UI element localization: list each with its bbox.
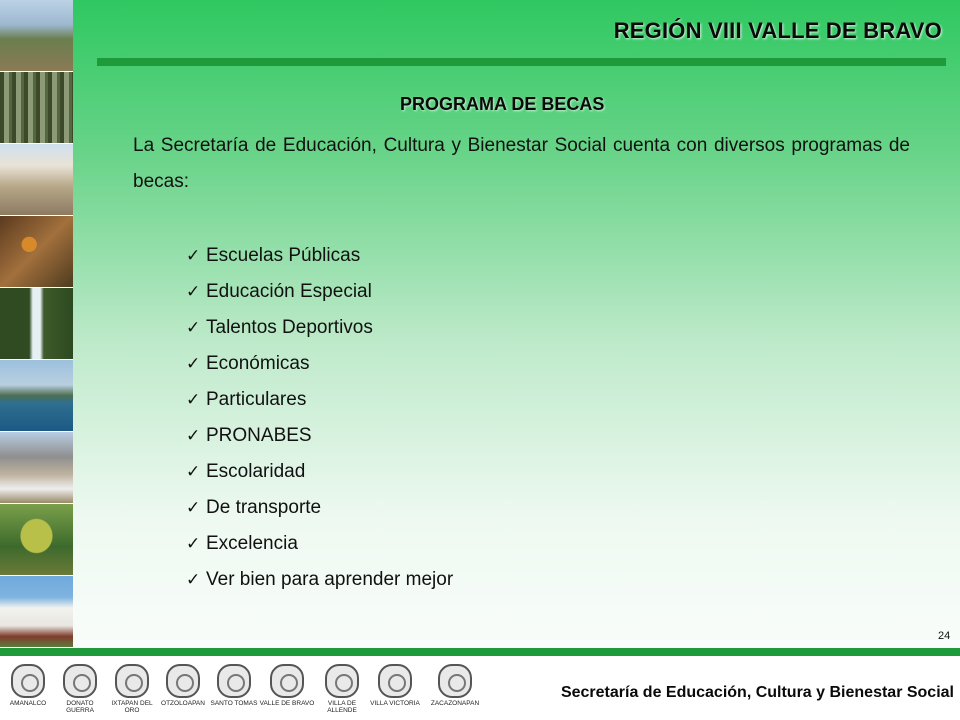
municipality-label: IXTAPAN DEL ORO bbox=[111, 700, 153, 714]
town-photo bbox=[0, 432, 73, 504]
program-label: Educación Especial bbox=[206, 281, 372, 302]
municipality-otzoloapan bbox=[155, 658, 211, 707]
list-item bbox=[186, 454, 453, 490]
list-item bbox=[186, 310, 453, 346]
intro-paragraph: La Secretaría de Educación, Cultura y Bienestar Social cuenta con diversos programas de becas: bbox=[133, 135, 910, 192]
list-item bbox=[186, 490, 453, 526]
forest-photo bbox=[0, 72, 73, 144]
municipality-valle-de-bravo bbox=[259, 658, 315, 707]
header-divider bbox=[97, 58, 946, 66]
municipality-ixtapan-del-oro bbox=[104, 658, 160, 714]
municipality-amanalco bbox=[0, 658, 56, 707]
program-label: Escolaridad bbox=[206, 461, 306, 482]
list-item bbox=[186, 526, 453, 562]
municipality-glyph-icon bbox=[217, 664, 251, 698]
check-icon: ✓ bbox=[186, 318, 201, 337]
municipality-glyph-icon bbox=[63, 664, 97, 698]
church-photo bbox=[0, 576, 73, 648]
page-number: 24 bbox=[938, 630, 951, 642]
municipality-donato-guerra bbox=[52, 658, 108, 714]
landscape-photo bbox=[0, 0, 73, 72]
secretaria-name: Secretaría de Educación, Cultura y Bienestar Social bbox=[560, 684, 954, 701]
footer-divider bbox=[0, 648, 960, 656]
municipality-villa-victoria bbox=[367, 658, 423, 707]
program-label: Económicas bbox=[206, 353, 310, 374]
meadow-photo bbox=[0, 504, 73, 576]
municipality-label: AMANALCO bbox=[9, 700, 47, 707]
check-icon: ✓ bbox=[186, 390, 201, 409]
municipality-glyph-icon bbox=[11, 664, 45, 698]
municipality-label: VILLA DE ALLENDE bbox=[327, 700, 357, 714]
municipality-zacazonapan bbox=[425, 658, 485, 707]
program-label: Talentos Deportivos bbox=[206, 317, 373, 338]
check-icon: ✓ bbox=[186, 498, 201, 517]
list-item bbox=[186, 562, 453, 598]
municipality-santo-tomas bbox=[206, 658, 262, 707]
program-label: Particulares bbox=[206, 389, 307, 410]
check-icon: ✓ bbox=[186, 246, 201, 265]
program-label: De transporte bbox=[206, 497, 322, 518]
municipality-glyph-icon bbox=[325, 664, 359, 698]
municipality-label: VILLA VICTORIA bbox=[370, 700, 420, 707]
village-street-photo bbox=[0, 144, 73, 216]
photo-strip bbox=[0, 0, 73, 648]
program-label: Escuelas Públicas bbox=[206, 245, 361, 266]
butterfly-photo bbox=[0, 216, 73, 288]
list-item bbox=[186, 238, 453, 274]
program-label: Excelencia bbox=[206, 533, 298, 554]
municipality-label: DONATO GUERRA bbox=[66, 700, 94, 714]
municipality-label: SANTO TOMAS bbox=[210, 700, 258, 707]
municipality-villa-de-allende bbox=[314, 658, 370, 714]
region-title: REGIÓN VIII VALLE DE BRAVO bbox=[613, 18, 942, 43]
list-item bbox=[186, 346, 453, 382]
check-icon: ✓ bbox=[186, 354, 201, 373]
program-title: PROGRAMA DE BECAS bbox=[400, 94, 605, 114]
waterfall-photo bbox=[0, 288, 73, 360]
check-icon: ✓ bbox=[186, 282, 201, 301]
municipality-glyph-icon bbox=[270, 664, 304, 698]
list-item bbox=[186, 418, 453, 454]
program-label: PRONABES bbox=[206, 425, 312, 446]
footer bbox=[0, 656, 960, 720]
municipality-glyph-icon bbox=[438, 664, 472, 698]
check-icon: ✓ bbox=[186, 534, 201, 553]
program-list bbox=[186, 238, 453, 598]
municipality-label: VALLE DE BRAVO bbox=[259, 700, 315, 707]
program-label: Ver bien para aprender mejor bbox=[206, 569, 454, 590]
list-item bbox=[186, 274, 453, 310]
municipality-glyph-icon bbox=[115, 664, 149, 698]
check-icon: ✓ bbox=[186, 426, 201, 445]
list-item bbox=[186, 382, 453, 418]
municipality-label: OTZOLOAPAN bbox=[161, 700, 205, 707]
municipality-glyph-icon bbox=[378, 664, 412, 698]
check-icon: ✓ bbox=[186, 570, 201, 589]
lake-photo bbox=[0, 360, 73, 432]
municipality-label: ZACAZONAPAN bbox=[430, 700, 480, 707]
municipality-glyph-icon bbox=[166, 664, 200, 698]
check-icon: ✓ bbox=[186, 462, 201, 481]
